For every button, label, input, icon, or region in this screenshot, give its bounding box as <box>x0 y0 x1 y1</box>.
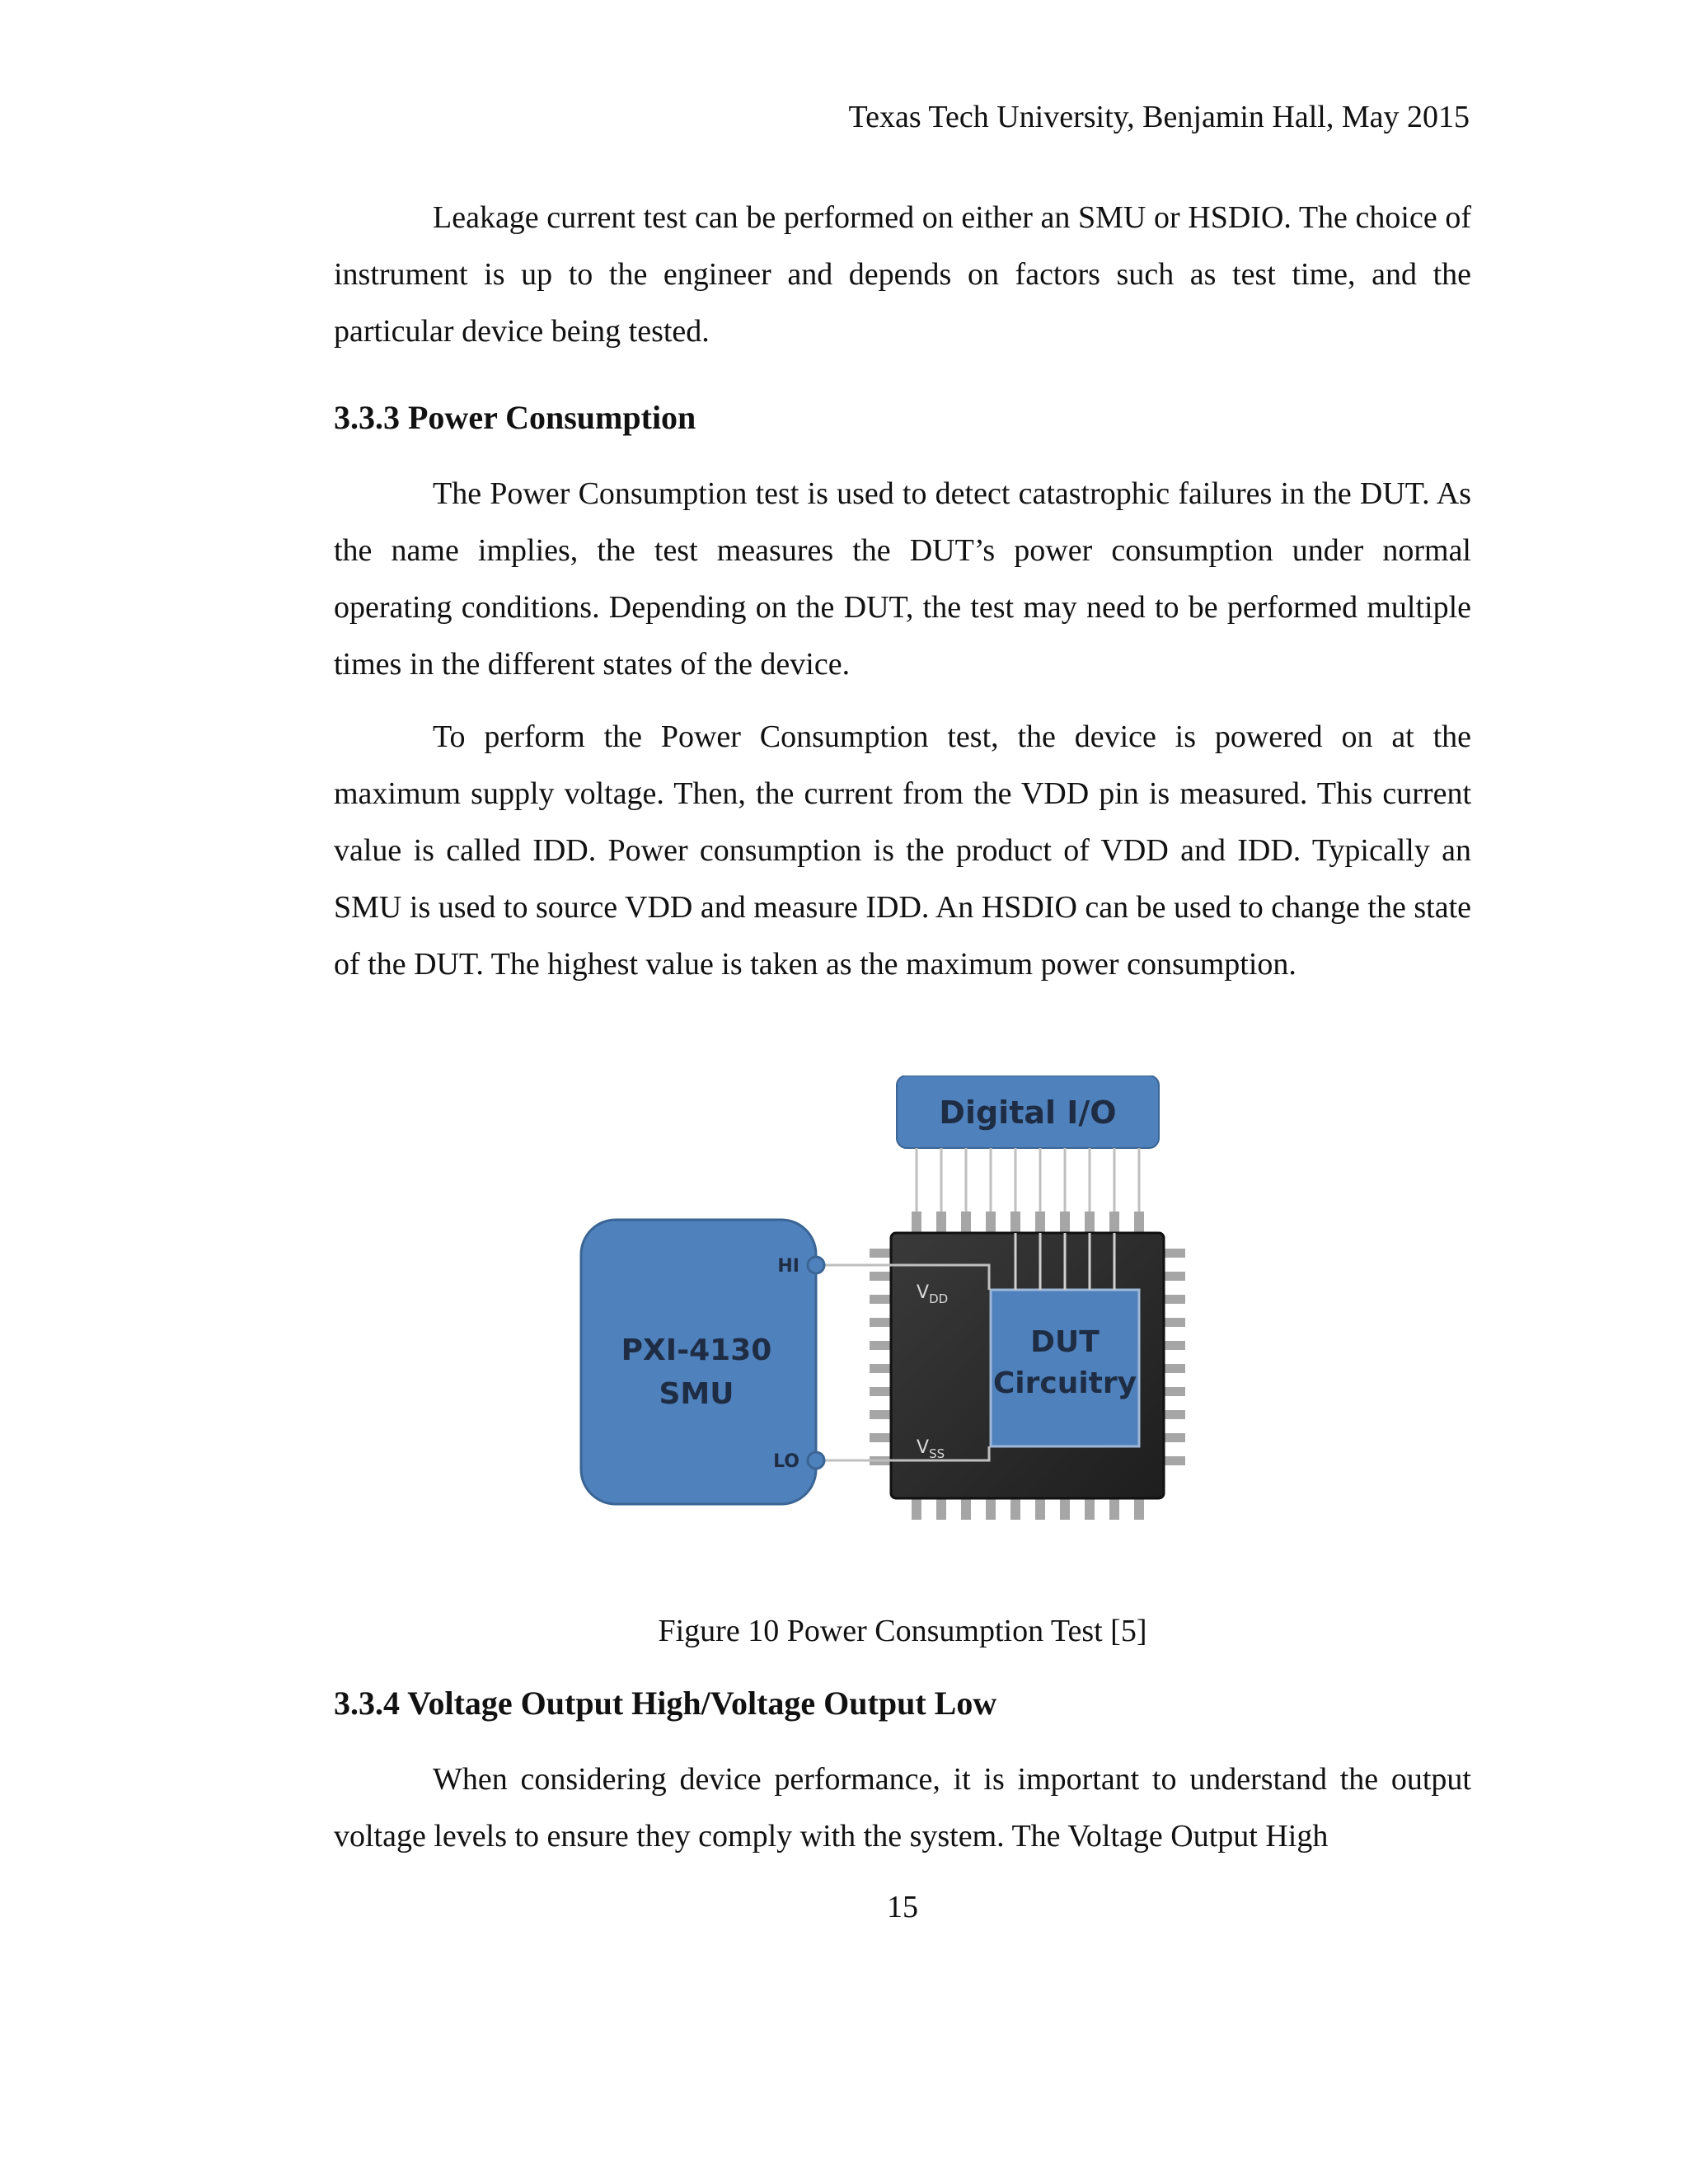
dut-label-line2: Circuitry <box>992 1366 1137 1400</box>
section-heading-3-3-4: 3.3.4 Voltage Output High/Voltage Output Low <box>334 1685 997 1722</box>
smu-label-line2: SMU <box>659 1377 734 1411</box>
hi-label: HI <box>777 1256 799 1277</box>
dut-label-line1: DUT <box>1030 1325 1100 1359</box>
paragraph-text: Leakage current test can be performed on either an SMU or HSDIO. The choice of instrument is up to the engineer and depends on factors such as test time, and the particular device being tested. <box>334 200 1471 349</box>
paragraph-text: To perform the Power Consumption test, the device is powered on at the maximum supply voltage. Then, the current from the VDD pin is measured. This current value is called IDD. Power consumption is the product of VDD and IDD. Typically an SMU is used to source VDD and measure IDD. An HSDIO can be used to change the state of the DUT. The highest value is taken as the maximum power consumption. <box>334 719 1471 982</box>
lo-terminal <box>808 1452 824 1469</box>
section-heading-3-3-3: 3.3.3 Power Consumption <box>334 399 696 436</box>
paragraph-text: The Power Consumption test is used to detect catastrophic failures in the DUT. As the name implies, the test measures the DUT’s power consumption under normal operating conditions. Depending on the DUT, the test may need to be performed multiple times in the different states of the device. <box>334 476 1471 682</box>
lo-label: LO <box>773 1451 799 1472</box>
paragraph-power-consumption-procedure <box>334 709 1471 993</box>
paragraph-leakage <box>334 190 1471 360</box>
paragraph-power-consumption-intro <box>334 466 1471 693</box>
paragraph-voltage-output <box>334 1751 1471 1865</box>
paragraph-text: When considering device performance, it is important to understand the output voltage levels to ensure they comply with the system. The Voltage Output High <box>334 1762 1471 1854</box>
vss-label: $V_{SS}$ <box>917 1437 945 1461</box>
digital-io-label: Digital I/O <box>939 1094 1117 1131</box>
running-header: Texas Tech University, Benjamin Hall, May 2015 <box>848 100 1470 134</box>
digital-io-wires <box>917 1148 1139 1212</box>
figure-diagram <box>577 1076 1203 1537</box>
figure-power-consumption-test <box>577 1076 1203 1537</box>
smu-label-line1: PXI-4130 <box>621 1333 772 1367</box>
hi-terminal <box>808 1257 824 1273</box>
page-number: 15 <box>887 1890 918 1924</box>
figure-caption: Figure 10 Power Consumption Test [5] <box>658 1614 1147 1648</box>
vdd-label: $V_{DD}$ <box>917 1282 949 1306</box>
